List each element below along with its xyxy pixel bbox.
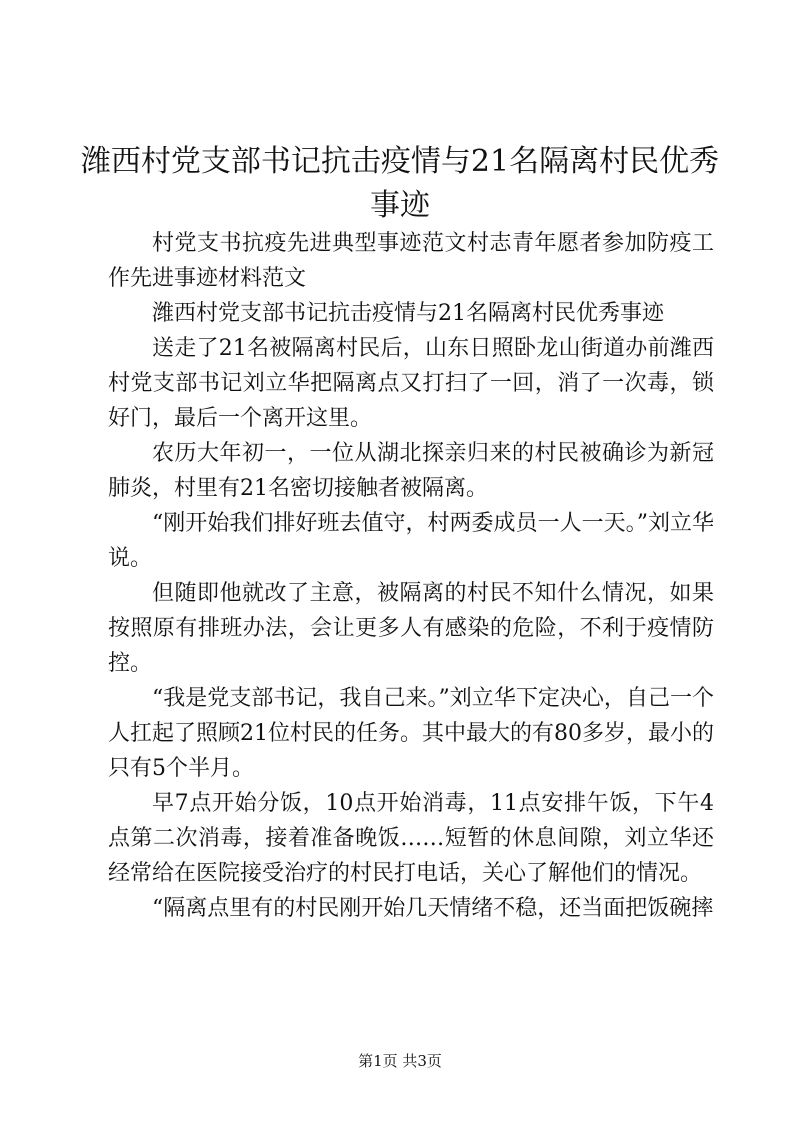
paragraph: 但随即他就改了主意，被隔离的村民不知什么情况，如果按照原有排班办法，会让更多人有感染的危险，不利于疫情防控。 bbox=[108, 581, 714, 676]
paragraph: 村党支书抗疫先进典型事迹范文村志青年愿者参加防疫工作先进事迹材料范文 bbox=[108, 231, 714, 291]
paragraph: 送走了21名被隔离村民后，山东日照卧龙山街道办前潍西村党支部书记刘立华把隔离点又打扫了一回，消了一次毒，锁好门，最后一个离开这里。 bbox=[108, 336, 714, 431]
paragraph: 潍西村党支部书记抗击疫情与21名隔离村民优秀事迹 bbox=[152, 301, 664, 326]
paragraph: 早7点开始分饭，10点开始消毒，11点安排午饭，下午4点第二次消毒，接着准备晚饭……短暂的休息间隙，刘立华还经常给在医院接受治疗的村民打电话，关心了解他们的情况。 bbox=[108, 791, 714, 886]
paragraph: “刚开始我们排好班去值守，村两委成员一人一天。”刘立华说。 bbox=[108, 511, 714, 571]
document-body bbox=[108, 226, 714, 926]
page-number-footer: 第1页 共3页 bbox=[358, 1052, 442, 1070]
paragraph: 农历大年初一，一位从湖北探亲归来的村民被确诊为新冠肺炎，村里有21名密切接触者被隔离。 bbox=[108, 441, 714, 501]
document-title: 潍西村党支部书记抗击疫情与21名隔离村民优秀事迹 bbox=[80, 144, 720, 223]
paragraph: “我是党支部书记，我自己来。”刘立华下定决心，自己一个人扛起了照顾21位村民的任务。其中最大的有80多岁，最小的只有5个半月。 bbox=[108, 686, 714, 781]
paragraph: “隔离点里有的村民刚开始几天情绪不稳，还当面把饭碗摔 bbox=[152, 896, 714, 921]
